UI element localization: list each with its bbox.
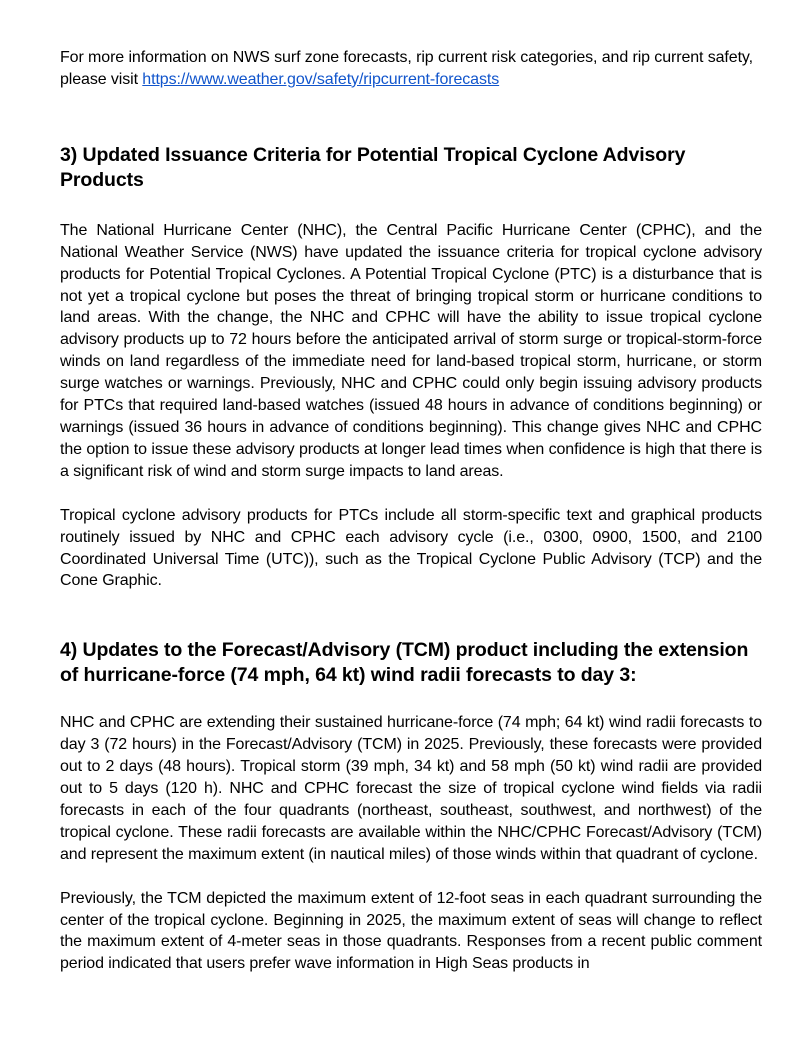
section-4-paragraph-1: NHC and CPHC are extending their sustained hurricane-force (74 mph; 64 kt) wind radii forecasts to day 3 (72 hours) in the Forecast/Advisory (TCM) in 2025. Previously, these forecasts were provided out to 2 days (48 hours). Tropical storm (39 mph, 34 kt) and 58 mph (50 kt) wind radii are provided out to 5 days (120 h). NHC and CPHC forecast the size of tropical cyclone wind fields via radii forecasts in each of the four quadrants (northeast, southeast, southwest, and northwest) of the tropical cyclone. These radii forecasts are available within the NHC/CPHC Forecast/Advisory (TCM) and represent the maximum extent (in nautical miles) of those winds within that quadrant of cyclone.: [60, 714, 762, 863]
section-3-paragraph-1: The National Hurricane Center (NHC), the Central Pacific Hurricane Center (CPHC), and the National Weather Service (NWS) have updated the issuance criteria for tropical cyclone advisory products for Potential Tropical Cyclones. A Potential Tropical Cyclone (PTC) is a disturbance that is not yet a tropical cyclone but poses the threat of bringing tropical storm or hurricane conditions to land areas. With the change, the NHC and CPHC will have the ability to issue tropical cyclone advisory products up to 72 hours before the anticipated arrival of storm surge or tropical-storm-force winds on land regardless of the immediate need for land-based tropical storm, hurricane, or storm surge watches or warnings. Previously, NHC and CPHC could only begin issuing advisory products for PTCs that required land-based watches (issued 48 hours in advance of conditions beginning) or warnings (issued 36 hours in advance of conditions beginning). This change gives NHC and CPHC the option to issue these advisory products at longer lead times when confidence is high that there is a significant risk of wind and storm surge impacts to land areas.: [60, 221, 762, 480]
document-page: [60, 47, 762, 975]
intro-text: For more information on NWS surf zone forecasts, rip current risk categories, and rip current safety, please visit: [60, 49, 753, 88]
section-3-paragraph-2: Tropical cyclone advisory products for PTCs include all storm-specific text and graphical products routinely issued by NHC and CPHC each advisory cycle (i.e., 0300, 0900, 1500, and 2100 Coordinated Universal Time (UTC)), such as the Tropical Cyclone Public Advisory (TCP) and the Cone Graphic.: [60, 506, 762, 590]
section-4-heading: 4) Updates to the Forecast/Advisory (TCM) product including the extension of hurricane-force (74 mph, 64 kt) wind radii forecasts to day 3:: [60, 639, 749, 687]
section-3-heading: 3) Updated Issuance Criteria for Potential Tropical Cyclone Advisory Products: [60, 143, 686, 191]
ripcurrent-forecasts-link[interactable]: https://www.weather.gov/safety/ripcurrent-forecasts: [142, 70, 500, 88]
intro-paragraph: [60, 47, 762, 91]
section-4-paragraph-2: Previously, the TCM depicted the maximum extent of 12-foot seas in each quadrant surrounding the center of the tropical cyclone. Beginning in 2025, the maximum extent of seas will change to reflect the maximum extent of 4-meter seas in those quadrants. Responses from a recent public comment period indicated that users prefer wave information in High Seas products in: [60, 889, 762, 973]
